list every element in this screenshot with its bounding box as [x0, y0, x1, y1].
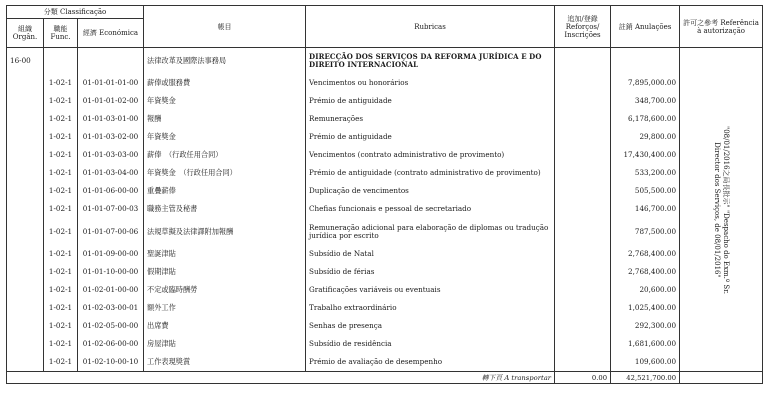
funcional-code: 1-02-1 [44, 218, 78, 245]
anulacao-value: 292,300.00 [611, 317, 680, 335]
rubrica-zh: 年資獎金 [144, 92, 306, 110]
org-cell [7, 128, 44, 146]
economica-code: 01-01-09-00-00 [78, 245, 144, 263]
reforco-value [555, 74, 611, 92]
rubrica-pt: Prémio de antiguidade [306, 92, 555, 110]
rubrica-zh: 薪俸或服務費 [144, 74, 306, 92]
anulacao-value: 109,600.00 [611, 353, 680, 372]
economica-code: 01-01-03-04-00 [78, 164, 144, 182]
anulacao-value: 2,768,400.00 [611, 245, 680, 263]
rubrica-zh: 額外工作 [144, 299, 306, 317]
rubrica-pt: Chefias funcionais e pessoal de secretariado [306, 200, 555, 218]
org-cell [7, 263, 44, 281]
table-row [7, 164, 763, 182]
transport-label: 轉下頁 A transportar [7, 372, 555, 384]
rubrica-zh-header: 帳目 [144, 6, 306, 48]
total-reforcos: 0.00 [555, 372, 611, 384]
org-cell [7, 281, 44, 299]
reforco-value [555, 263, 611, 281]
anulacao-value: 787,500.00 [611, 218, 680, 245]
anulacao-value: 6,178,600.00 [611, 110, 680, 128]
table-row [7, 200, 763, 218]
table-row [7, 335, 763, 353]
section-title-zh: 法律改革及國際法事務局 [144, 48, 306, 75]
rubrica-pt: Remunerações [306, 110, 555, 128]
economica-code: 01-01-03-03-00 [78, 146, 144, 164]
autorizacao-header: 許可之參考 Referência à autorização [680, 6, 763, 48]
table-row [7, 74, 763, 92]
org-cell [7, 218, 44, 245]
economica-header: 經濟 Económica [78, 19, 144, 48]
economica-code: 01-01-07-00-06 [78, 218, 144, 245]
rubrica-pt: Remuneração adicional para elaboração de diplomas ou tradução jurídica por escrito [306, 218, 555, 245]
rubrica-zh: 重疊薪俸 [144, 182, 306, 200]
rubrica-pt: Prémio de antiguidade (contrato administrativo de provimento) [306, 164, 555, 182]
reforco-value [555, 218, 611, 245]
org-cell [7, 182, 44, 200]
reforco-value [555, 164, 611, 182]
org-cell [7, 164, 44, 182]
anulacao-value: 7,895,000.00 [611, 74, 680, 92]
funcional-code: 1-02-1 [44, 299, 78, 317]
funcional-code: 1-02-1 [44, 74, 78, 92]
economica-code: 01-01-03-02-00 [78, 128, 144, 146]
rubrica-pt: Duplicação de vencimentos [306, 182, 555, 200]
funcional-code: 1-02-1 [44, 128, 78, 146]
reforco-value [555, 281, 611, 299]
rubrica-zh: 房屋津貼 [144, 335, 306, 353]
reforco-value [555, 92, 611, 110]
authorization-cell [680, 48, 763, 372]
table-row [7, 146, 763, 164]
anulacao-value: 146,700.00 [611, 200, 680, 218]
rubrica-pt: Prémio de antiguidade [306, 128, 555, 146]
funcional-code: 1-02-1 [44, 245, 78, 263]
org-cell [7, 146, 44, 164]
funcional-code: 1-02-1 [44, 164, 78, 182]
table-row [7, 245, 763, 263]
economica-code: 01-01-07-00-03 [78, 200, 144, 218]
economica-code: 01-01-06-00-00 [78, 182, 144, 200]
rubrica-pt: Subsídio de Natal [306, 245, 555, 263]
org-cell [7, 317, 44, 335]
rubrica-pt: Prémio de avaliação de desempenho [306, 353, 555, 372]
economica-code: 01-01-01-02-00 [78, 92, 144, 110]
table-row [7, 182, 763, 200]
rubrica-zh: 年資獎金 （行政任用合同） [144, 164, 306, 182]
rubrica-zh: 薪俸 （行政任用合同） [144, 146, 306, 164]
org-cell [7, 245, 44, 263]
economica-code: 01-02-10-00-10 [78, 353, 144, 372]
funcional-code: 1-02-1 [44, 353, 78, 372]
org-cell [7, 92, 44, 110]
economica-code: 01-01-03-01-00 [78, 110, 144, 128]
rubrica-zh: 年資獎金 [144, 128, 306, 146]
authorization-text: "08/01/2016之局長批示" "Despacho do Exm.º Sr. Director dos Serviços, de 08/01/2016" [713, 125, 731, 294]
org-cell [7, 200, 44, 218]
reforco-value [555, 146, 611, 164]
rubrica-pt: Subsídio de férias [306, 263, 555, 281]
reforco-value [555, 299, 611, 317]
table-row [7, 128, 763, 146]
funcional-code: 1-02-1 [44, 335, 78, 353]
reforco-value [555, 245, 611, 263]
economica-code: 01-02-05-00-00 [78, 317, 144, 335]
anulacao-value: 1,681,600.00 [611, 335, 680, 353]
rubrica-zh: 報酬 [144, 110, 306, 128]
rubrica-pt: Vencimentos (contrato administrativo de provimento) [306, 146, 555, 164]
anulacao-value: 2,768,400.00 [611, 263, 680, 281]
rubrica-zh: 職務主管及秘書 [144, 200, 306, 218]
rubrica-pt: Subsídio de residência [306, 335, 555, 353]
org-cell [7, 299, 44, 317]
anulacao-value: 20,600.00 [611, 281, 680, 299]
economica-code: 01-01-10-00-00 [78, 263, 144, 281]
table-row [7, 218, 763, 245]
anulacao-value: 29,800.00 [611, 128, 680, 146]
org-cell [7, 335, 44, 353]
reforco-value [555, 200, 611, 218]
anulacao-value: 505,500.00 [611, 182, 680, 200]
rubrica-pt: Gratificações variáveis ou eventuais [306, 281, 555, 299]
table-row [7, 110, 763, 128]
table-row [7, 353, 763, 372]
table-row [7, 92, 763, 110]
rubrica-zh: 不定或臨時酬勞 [144, 281, 306, 299]
anulacoes-header: 註銷 Anulações [611, 6, 680, 48]
anulacao-value: 348,700.00 [611, 92, 680, 110]
rubrica-zh: 假期津貼 [144, 263, 306, 281]
funcional-code: 1-02-1 [44, 281, 78, 299]
rubrica-pt: Vencimentos ou honorários [306, 74, 555, 92]
classification-header: 分類 Classificação [7, 6, 144, 19]
org-cell [7, 110, 44, 128]
organica-code: 16-00 [7, 48, 44, 75]
funcional-code: 1-02-1 [44, 263, 78, 281]
rubrica-pt: Trabalho extraordinário [306, 299, 555, 317]
reforcos-header: 追加/登錄 Reforços/ Inscrições [555, 6, 611, 48]
economica-code: 01-02-06-00-00 [78, 335, 144, 353]
anulacao-value: 1,025,400.00 [611, 299, 680, 317]
rubrica-pt: Senhas de presença [306, 317, 555, 335]
reforco-value [555, 182, 611, 200]
reforco-value [555, 335, 611, 353]
section-title-pt: DIRECÇÃO DOS SERVIÇOS DA REFORMA JURÍDICA E DO DIREITO INTERNACIONAL [306, 48, 555, 75]
economica-code: 01-02-01-00-00 [78, 281, 144, 299]
rubrica-zh: 聖誕津貼 [144, 245, 306, 263]
funcional-code: 1-02-1 [44, 146, 78, 164]
economica-code: 01-01-01-01-00 [78, 74, 144, 92]
funcional-code: 1-02-1 [44, 182, 78, 200]
total-anulacoes: 42,521,700.00 [611, 372, 680, 384]
anulacao-value: 17,430,400.00 [611, 146, 680, 164]
reforco-value [555, 317, 611, 335]
funcional-code: 1-02-1 [44, 317, 78, 335]
table-row [7, 281, 763, 299]
rubrica-zh: 出席費 [144, 317, 306, 335]
reforco-value [555, 353, 611, 372]
anulacao-value: 533,200.00 [611, 164, 680, 182]
rubrica-zh: 法規草擬及法律譯附加報酬 [144, 218, 306, 245]
table-row [7, 299, 763, 317]
funcional-code: 1-02-1 [44, 200, 78, 218]
rubrica-pt-header: Rubricas [306, 6, 555, 48]
funcional-header: 職能 Func. [44, 19, 78, 48]
table-row [7, 263, 763, 281]
organica-header: 組織 Orgân. [7, 19, 44, 48]
reforco-value [555, 128, 611, 146]
org-cell [7, 353, 44, 372]
budget-table [6, 5, 763, 384]
funcional-code: 1-02-1 [44, 110, 78, 128]
economica-code: 01-02-03-00-01 [78, 299, 144, 317]
org-cell [7, 74, 44, 92]
reforco-value [555, 110, 611, 128]
rubrica-zh: 工作表現獎賞 [144, 353, 306, 372]
table-row [7, 317, 763, 335]
funcional-code: 1-02-1 [44, 92, 78, 110]
